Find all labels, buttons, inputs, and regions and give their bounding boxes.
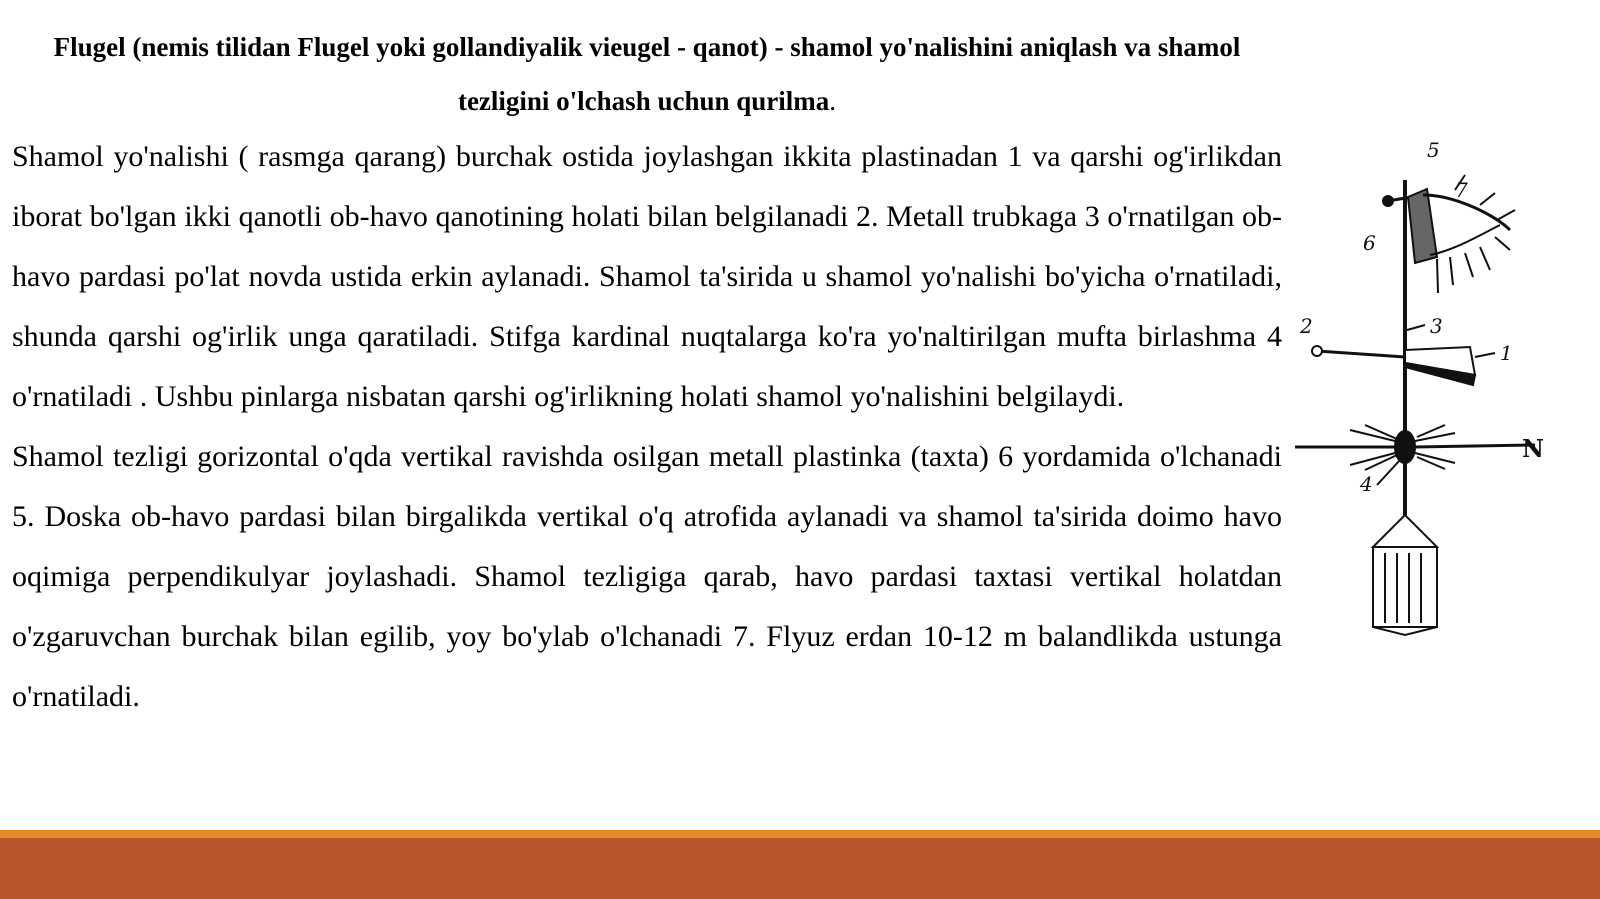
pin-east (1415, 445, 1535, 447)
label-7: 7 (1455, 178, 1468, 202)
counterweight-arm (1317, 351, 1405, 357)
title-period: . (829, 86, 837, 116)
label-1: 1 (1500, 341, 1513, 365)
label-6: 6 (1363, 231, 1376, 255)
counterweight (1312, 346, 1322, 356)
wind-vane-figure (1300, 135, 1575, 655)
title-text: Flugel (nemis tilidan Flugel yoki gollandiyalik vieugel - qanot) - shamol yo'nalishini aniqlash va shamol tezligini o'lchash uchun qurilma (53, 32, 1241, 116)
label-north: N (1522, 434, 1544, 463)
label-5: 5 (1427, 138, 1440, 162)
label-3: 3 (1430, 314, 1443, 338)
paragraph-wind-speed: Shamol tezligi gorizontal o'qda vertikal ravishda osilgan metall plastinka (taxta) 6 yordamida o'lchanadi 5. Doska ob-havo pardasi bilan birgalikda vertikal o'q atrofida aylanadi va shamol ta'sirida doimo havo oqimiga perpendikulyar joylashadi. Shamol tezligiga qarab, havo pardasi taxtasi vertikal holatdan o'zgaruvchan burchak bilan egilib, yoy bo'ylab o'lchanadi 7. Flyuz erdan 10-12 m balandlikda ustunga o'rnatiladi. (12, 440, 1282, 713)
body-text (12, 127, 1282, 727)
page-title (12, 20, 1282, 128)
paragraph-wind-direction: Shamol yo'nalishi ( rasmga qarang) burchak ostida joylashgan ikkita plastinadan 1 va qarshi og'irlikdan iborat bo'lgan ikki qanotli ob-havo qanotining holati bilan belgilanadi 2. Metall trubkaga 3 o'rnatilgan ob-havo pardasi po'lat novda ustida erkin aylanadi. Shamol ta'sirida u shamol yo'nalishi bo'yicha o'rnatiladi, shunda qarshi og'irlik unga qaratiladi. Stifga kardinal nuqtalarga ko'ra yo'naltirilgan mufta birlashma 4 o'rnatiladi . Ushbu pinlarga nisbatan qarshi og'irlikning holati shamol yo'nalishini belgilaydi. (12, 140, 1282, 413)
speed-plate (1408, 189, 1437, 263)
coupling (1395, 431, 1415, 463)
base-cylinder (1373, 547, 1437, 627)
wind-vane-diagram (1300, 135, 1575, 655)
footer-bar (0, 838, 1600, 899)
base-cone (1373, 515, 1437, 547)
label-2: 2 (1300, 314, 1313, 338)
footer-accent-line (0, 830, 1600, 838)
label-4: 4 (1360, 472, 1373, 496)
